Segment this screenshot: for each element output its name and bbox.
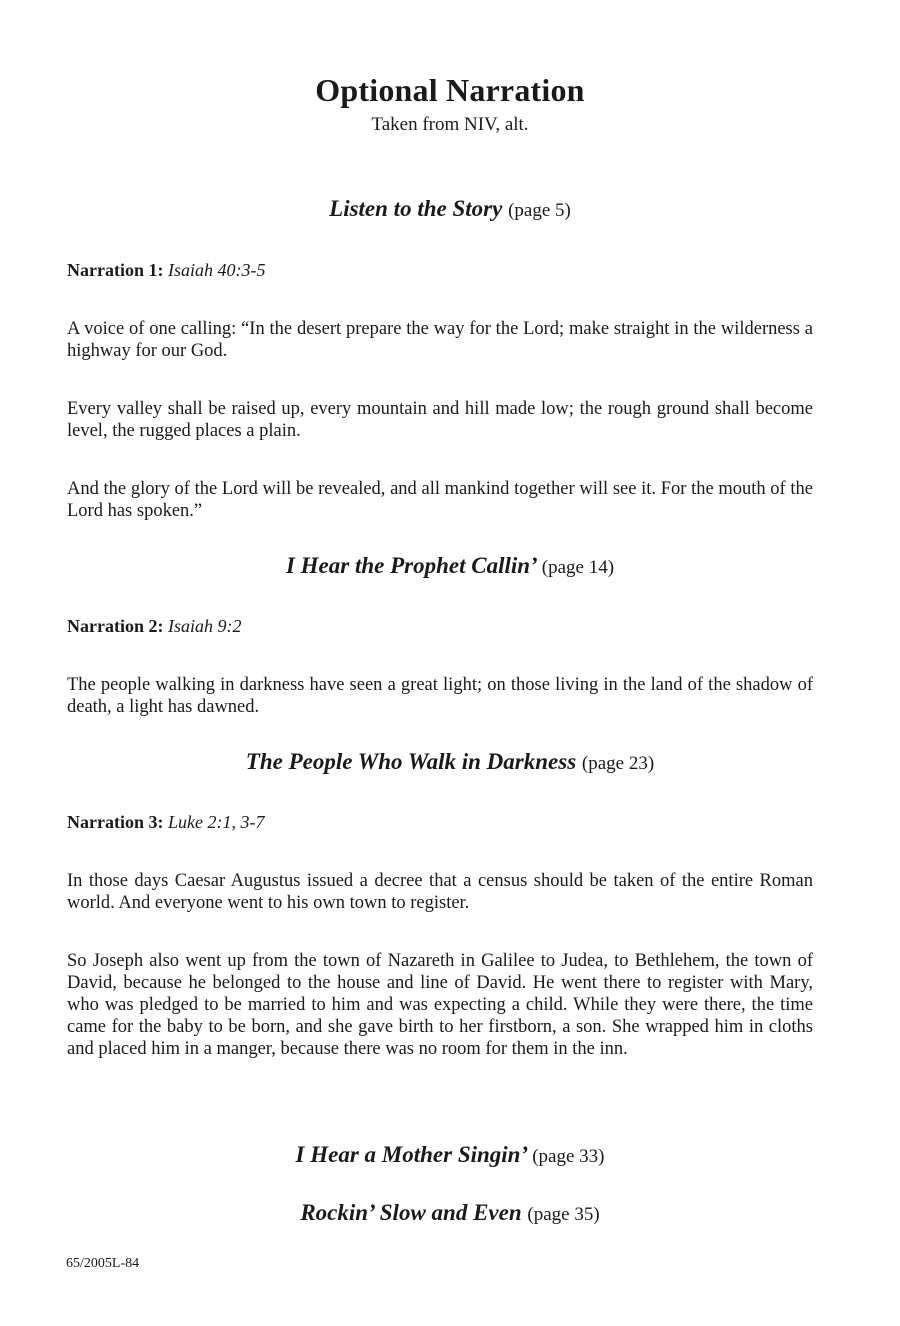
- song-heading: [0, 749, 900, 775]
- song-page-ref: (page 14): [541, 557, 615, 578]
- song-title: The People Who Walk in Darkness: [245, 749, 577, 774]
- song-heading: [0, 1200, 900, 1226]
- page-subtitle: Taken from NIV, alt.: [371, 114, 529, 135]
- song-title: I Hear the Prophet Callin’: [285, 553, 536, 578]
- narration-heading: [67, 812, 264, 833]
- song-page-ref: (page 23): [581, 753, 655, 774]
- page-title: Optional Narration: [315, 72, 585, 108]
- song-title: I Hear a Mother Singin’: [295, 1142, 527, 1167]
- song-title: Rockin’ Slow and Even: [300, 1200, 522, 1225]
- narration-paragraph: The people walking in darkness have seen a great light; on those living in the land of the shadow of death, a light has dawned.: [67, 675, 813, 717]
- narration-reference: Isaiah 9:2: [167, 616, 242, 636]
- song-heading: [0, 553, 900, 579]
- song-page-ref: (page 5): [508, 200, 571, 221]
- narration-heading: [67, 616, 241, 637]
- narration-paragraph: And the glory of the Lord will be revealed, and all mankind together will see it. For the mouth of the Lord has spoken.”: [67, 479, 813, 521]
- narration-reference: Luke 2:1, 3-7: [167, 812, 265, 832]
- catalog-code: 65/2005L-84: [66, 1256, 140, 1271]
- song-page-ref: (page 33): [532, 1146, 605, 1167]
- narration-paragraph: Every valley shall be raised up, every mountain and hill made low; the rough ground shall become level, the rugged places a plain.: [67, 399, 813, 441]
- song-heading: [0, 196, 900, 222]
- song-title: Listen to the Story: [329, 196, 503, 221]
- narration-paragraph: A voice of one calling: “In the desert prepare the way for the Lord; make straight in the wilderness a highway for our God.: [67, 319, 813, 361]
- song-heading: [0, 1142, 900, 1168]
- narration-reference: Isaiah 40:3-5: [167, 260, 266, 280]
- narration-label: Narration 3:: [67, 812, 164, 832]
- song-page-ref: (page 35): [527, 1204, 600, 1225]
- narration-paragraph: So Joseph also went up from the town of Nazareth in Galilee to Judea, to Bethlehem, the town of David, because he belonged to the house and line of David. He went there to register with Mary, who was pledged to be married to him and was expecting a child. While they were there, the time came for the baby to be born, and she gave birth to her firstborn, a son. She wrapped him in cloths and placed him in a manger, because there was no room for them in the inn.: [67, 951, 813, 1059]
- narration-heading: [67, 260, 265, 281]
- narration-label: Narration 2:: [67, 616, 164, 636]
- narration-label: Narration 1:: [67, 260, 164, 280]
- narration-paragraph: In those days Caesar Augustus issued a decree that a census should be taken of the entire Roman world. And everyone went to his own town to register.: [67, 871, 813, 913]
